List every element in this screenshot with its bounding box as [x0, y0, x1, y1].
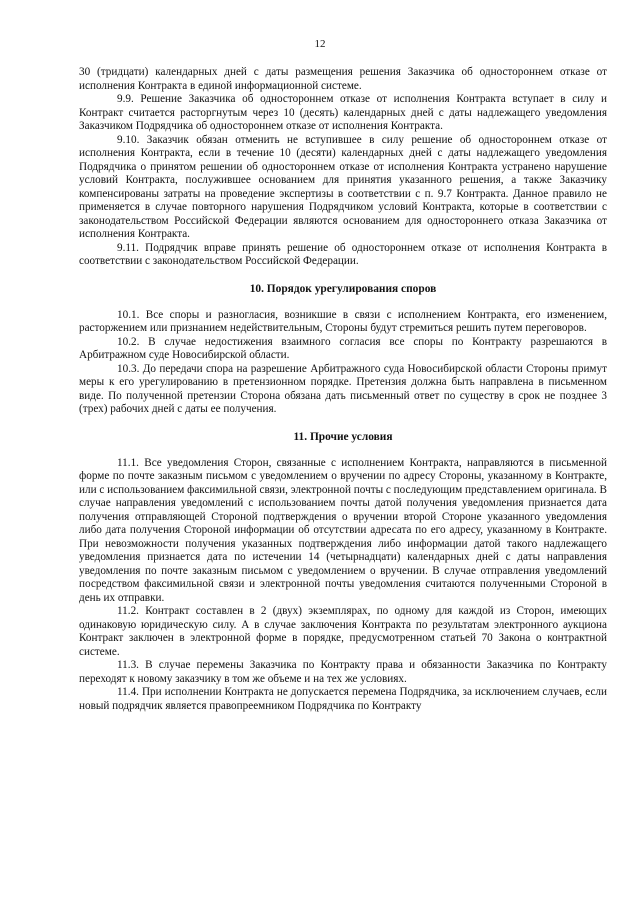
paragraph-10-3: 10.3. До передачи спора на разрешение Арбитражного суда Новосибирской области Стороны примут меры к его урегулированию в претензионном порядке. Претензия должна быть направлена в письменном виде. По полученной претензии Сторона обязана дать письменный ответ по существу в срок не позднее 3 (трех) рабочих дней с даты ее получения. [79, 362, 607, 415]
document-body [79, 66, 607, 713]
paragraph-11-1: 11.1. Все уведомления Сторон, связанные с исполнением Контракта, направляются в письменной форме по почте заказным письмом с уведомлением о вручении по адресу Стороны, указанному в Контракте, или с использованием факсимильной связи, электронной почты с последующим представлением оригинала. В случае направления уведомлений с использованием почты датой получения уведомления признается дата получения отправляющей Стороной подтверждения о вручении второй Стороне указанного уведомления либо дата получения Стороной информации об отсутствии адресата по его адресу, указанному в Контракте. При невозможности получения указанных подтверждения либо информации датой такого надлежащего уведомления признается дата по истечении 14 (четырнадцати) календарных дней с даты направления уведомления по почте заказным письмом с уведомлением о вручении. В случае отправления уведомлений посредством факсимильной связи и электронной почты уведомления считаются полученными Стороной в день их отправки. [79, 456, 607, 604]
paragraph-11-4: 11.4. При исполнении Контракта не допускается перемена Подрядчика, за исключением случаев, если новый подрядчик является правопреемником Подрядчика по Контракту [79, 686, 607, 712]
paragraph-9-10: 9.10. Заказчик обязан отменить не вступившее в силу решение об одностороннем отказе от исполнения Контракта, если в течение 10 (десяти) календарных дней с даты надлежащего уведомления Подрядчика о принятом решении об одностороннем отказе от исполнения Контракта устранено нарушение условий Контракта, послужившее основанием для принятия указанного решения, а также Заказчику компенсированы затраты на проведение экспертизы в соответствии с п. 9.7 Контракта. Данное правило не применяется в случае повторного нарушения Подрядчиком условий Контракта, которые в соответствии с законодательством Российской Федерации являются основанием для одностороннего отказа Заказчика от исполнения Контракта. [79, 133, 607, 240]
section-11-heading: 11. Прочие условия [293, 430, 393, 443]
paragraph-10-2: 10.2. В случае недостижения взаимного согласия все споры по Контракту разрешаются в Арбитражном суде Новосибирской области. [79, 335, 607, 361]
paragraph-9-9: 9.9. Решение Заказчика об одностороннем отказе от исполнения Контракта вступает в силу и Контракт считается расторгнутым через 10 (десять) календарных дней с даты надлежащего уведомления Заказчиком Подрядчика об одностороннем отказе от исполнения Контракта. [79, 93, 607, 132]
paragraph-9-11: 9.11. Подрядчик вправе принять решение об одностороннем отказе от исполнения Контракта в соответствии с законодательством Российской Федерации. [79, 241, 607, 267]
paragraph-10-1: 10.1. Все споры и разногласия, возникшие в связи с исполнением Контракта, его изменением, расторжением или признанием недействительным, Стороны будут стремиться решить путем переговоров. [79, 308, 607, 334]
section-10-heading: 10. Порядок урегулирования споров [249, 282, 437, 295]
page-number: 12 [314, 38, 326, 50]
paragraph-11-3: 11.3. В случае перемены Заказчика по Контракту права и обязанности Заказчика по Контракту переходят к новому заказчику в том же объеме и на тех же условиях. [79, 659, 607, 685]
paragraph-9-8-continuation: 30 (тридцати) календарных дней с даты размещения решения Заказчика об одностороннем отказе от исполнения Контракта в единой информационной системе. [79, 66, 607, 92]
paragraph-11-2: 11.2. Контракт составлен в 2 (двух) экземплярах, по одному для каждой из Сторон, имеющих одинаковую юридическую силу. А в случае заключения Контракта по результатам электронного аукциона Контракт заключен в электронной форме в порядке, предусмотренном статьей 70 Закона о контрактной системе. [79, 605, 607, 658]
